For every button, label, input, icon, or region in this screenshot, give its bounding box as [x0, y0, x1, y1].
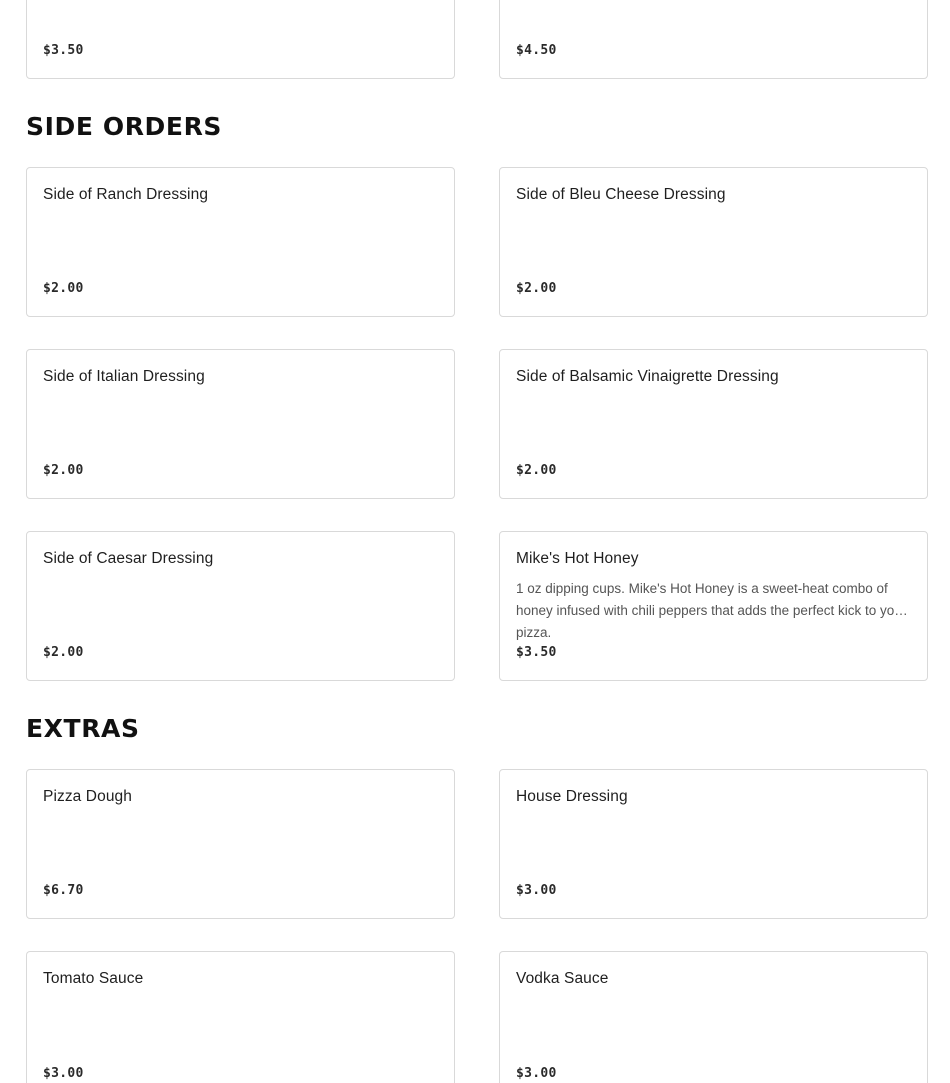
item-price: $3.00	[516, 1066, 557, 1081]
menu-item-card[interactable]	[499, 951, 928, 1083]
menu-item-card[interactable]	[499, 349, 928, 499]
menu-item-card[interactable]	[26, 531, 455, 681]
item-name: Side of Italian Dressing	[43, 368, 205, 385]
menu-item-card[interactable]	[26, 0, 455, 79]
item-name: Side of Caesar Dressing	[43, 550, 214, 567]
section-title-extras: EXTRAS	[26, 714, 140, 743]
item-price: $2.00	[516, 281, 557, 296]
menu-item-card[interactable]	[26, 167, 455, 317]
item-name: Side of Balsamic Vinaigrette Dressing	[516, 368, 779, 385]
item-name: Pizza Dough	[43, 788, 132, 805]
item-price: $3.00	[43, 1066, 84, 1081]
menu-item-card[interactable]	[499, 0, 928, 79]
item-name: Side of Bleu Cheese Dressing	[516, 186, 726, 203]
menu-item-card[interactable]	[26, 951, 455, 1083]
item-price: $6.70	[43, 883, 84, 898]
item-name: Mike's Hot Honey	[516, 550, 639, 567]
item-price: $2.00	[43, 281, 84, 296]
item-price: $2.00	[43, 645, 84, 660]
item-name: Tomato Sauce	[43, 970, 144, 987]
menu-item-card[interactable]	[26, 349, 455, 499]
item-price: $3.00	[516, 883, 557, 898]
section-title-side-orders: SIDE ORDERS	[26, 112, 223, 141]
item-price: $4.50	[516, 43, 557, 58]
menu-item-card[interactable]	[499, 167, 928, 317]
item-price: $3.50	[43, 43, 84, 58]
item-name: Side of Ranch Dressing	[43, 186, 209, 203]
item-price: $2.00	[43, 463, 84, 478]
item-name: House Dressing	[516, 788, 628, 805]
menu-item-card[interactable]	[499, 769, 928, 919]
item-name: Vodka Sauce	[516, 970, 609, 987]
menu-item-card[interactable]	[499, 531, 928, 681]
item-price: $3.50	[516, 645, 557, 660]
menu-item-card[interactable]	[26, 769, 455, 919]
item-price: $2.00	[516, 463, 557, 478]
item-description: 1 oz dipping cups. Mike's Hot Honey is a sweet-heat combo of honey infused with chili peppers that adds the perfect kick to your pizza.	[516, 581, 907, 640]
